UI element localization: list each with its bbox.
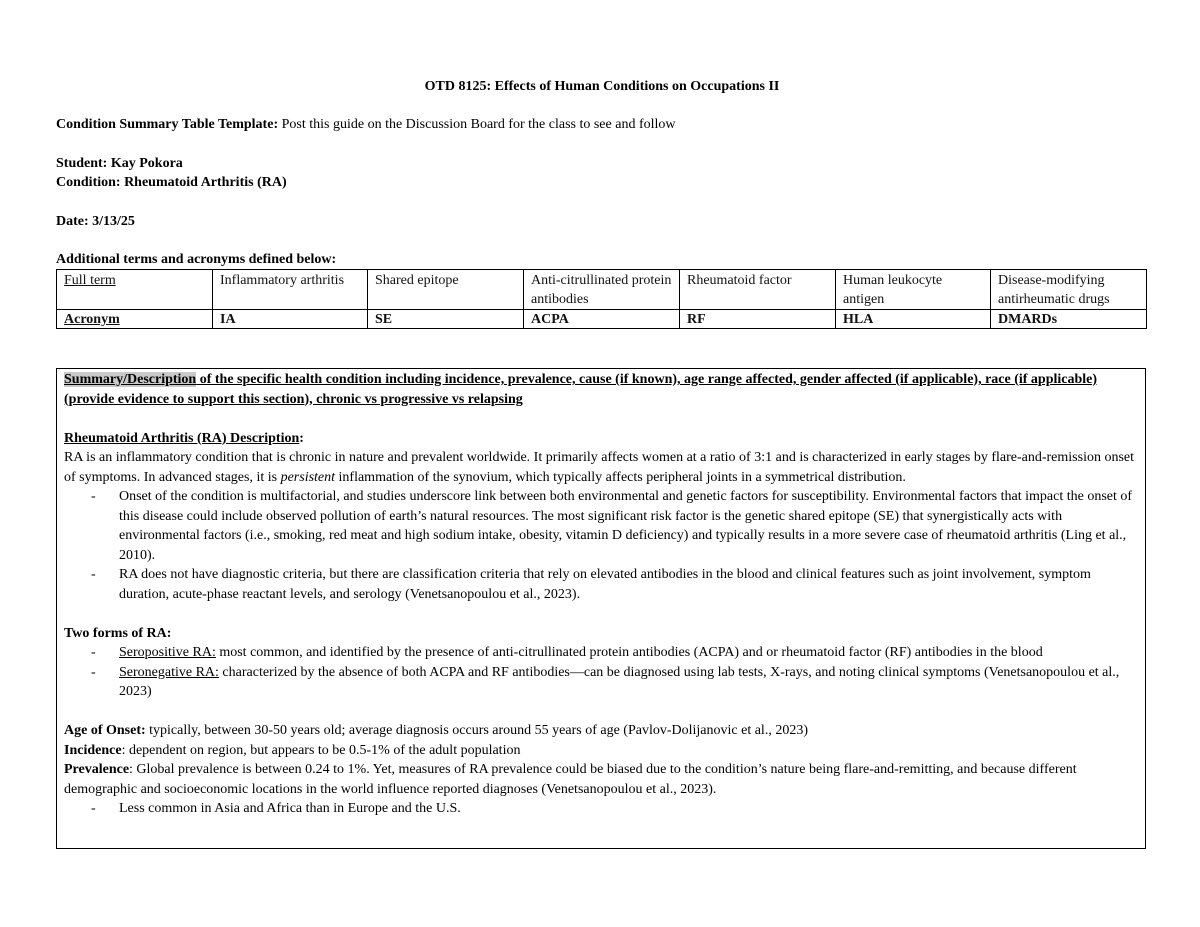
condition-name: Condition: Rheumatoid Arthritis (RA) bbox=[56, 175, 287, 190]
term-cell: Rheumatoid factor bbox=[680, 270, 836, 310]
incidence-text: : dependent on region, but appears to be 0.5-1% of the adult population bbox=[121, 742, 521, 758]
template-line bbox=[56, 116, 676, 134]
terms-row-full bbox=[57, 270, 1147, 310]
summary-heading-rest: of the specific health condition including incidence, prevalence, cause (if known), age range affected, gender affected (if applicable), race (if applicable) (provide evidence to support this section), chronic vs progressive vs relapsing bbox=[64, 372, 1098, 407]
list-item bbox=[64, 663, 1140, 702]
ra-description-paragraph bbox=[64, 448, 1140, 487]
acronym-cell: HLA bbox=[836, 310, 991, 329]
list-item: - Less common in Asia and Africa than in Europe and the U.S. bbox=[64, 799, 1140, 819]
two-forms-heading: Two forms of RA: bbox=[64, 625, 172, 641]
forms-bullet-list bbox=[64, 643, 1140, 702]
term-cell: Inflammatory arthritis bbox=[213, 270, 368, 310]
ra-heading-text: Rheumatoid Arthritis (RA) Description bbox=[64, 430, 300, 446]
age-of-onset bbox=[64, 721, 1140, 741]
form-text: characterized by the absence of both ACPA and RF antibodies—can be diagnosed using lab tests, X-rays, and noting clinical symptoms (Venetsanopoulou et al., 2023) bbox=[119, 664, 1120, 699]
list-item: - Onset of the condition is multifactorial, and studies underscore link between both environmental and genetic factors for susceptibility. Environmental factors that impact the onset of this disease could include observed pollution of earth’s natural resources. The most significant risk factor is the genetic shared epitope (SE) that synergistically acts with environmental factors (i.e., smoking, red meat and high sodium intake, obesity, vitamin D deficiency) and typically results in a more severe case of rheumatoid arthritis (Ling et al., 2010). bbox=[64, 487, 1140, 565]
summary-content bbox=[64, 370, 1140, 819]
summary-box bbox=[56, 368, 1146, 849]
acronym-cell: RF bbox=[680, 310, 836, 329]
term-cell: Anti-citrullinated protein antibodies bbox=[524, 270, 680, 310]
ra-para-start: RA is an inflammatory condition that is chronic in nature and prevalent worldwide. It primarily affects women at a ratio of 3:1 and is characterized in early stages by flare-and-remission onset of symptoms. In advanced stages, it is bbox=[64, 450, 1135, 485]
ra-description-heading bbox=[64, 429, 1140, 449]
terms-table bbox=[56, 269, 1147, 329]
ra-para-italic: persistent bbox=[280, 469, 336, 485]
term-cell: Human leukocyte antigen bbox=[836, 270, 991, 310]
prevalence bbox=[64, 760, 1140, 799]
acronym-cell: SE bbox=[368, 310, 524, 329]
form-name: Seronegative RA: bbox=[119, 664, 219, 680]
template-label: Condition Summary Table Template: bbox=[56, 117, 279, 132]
course-title: OTD 8125: Effects of Human Conditions on Occupations II bbox=[424, 79, 780, 94]
list-item: - RA does not have diagnostic criteria, but there are classification criteria that rely on elevated antibodies in the blood and clinical features such as joint involvement, symptom duration, acute-phase reactant levels, and serology (Venetsanopoulou et al., 2023). bbox=[64, 565, 1140, 604]
age-label: Age of Onset: bbox=[64, 723, 146, 738]
acronym-cell: DMARDs bbox=[991, 310, 1147, 329]
prevalence-bullet-list bbox=[64, 799, 1140, 819]
ra-heading-colon: : bbox=[299, 430, 304, 446]
form-text: most common, and identified by the presence of anti-citrullinated protein antibodies (ACPA) and or rheumatoid factor (RF) antibodies in the blood bbox=[215, 645, 1043, 660]
ra-para-end: inflammation of the synovium, which typically affects peripheral joints in a symmetrical distribution. bbox=[335, 469, 906, 485]
acronym-cell: ACPA bbox=[524, 310, 680, 329]
template-instruction: Post this guide on the Discussion Board for the class to see and follow bbox=[278, 117, 676, 132]
term-cell: Shared epitope bbox=[368, 270, 524, 310]
list-item bbox=[64, 643, 1140, 663]
form-name: Seropositive RA: bbox=[119, 645, 216, 660]
prevalence-text: : Global prevalence is between 0.24 to 1%. Yet, measures of RA prevalence could be biased due to the condition’s nature being flare-and-remitting, and because different demographic and socioeconomic locations in the world influence reported diagnoses (Venetsanopoulou et al., 2023). bbox=[64, 762, 1077, 797]
full-term-label: Full term bbox=[57, 270, 213, 310]
acronym-cell: IA bbox=[213, 310, 368, 329]
terms-heading: Additional terms and acronyms defined below: bbox=[56, 252, 337, 267]
incidence bbox=[64, 741, 1140, 761]
summary-heading-highlight: Summary/Description bbox=[64, 372, 197, 387]
prevalence-label: Prevalence bbox=[64, 762, 130, 777]
cause-bullet-list bbox=[64, 487, 1140, 604]
document-date: Date: 3/13/25 bbox=[56, 214, 135, 229]
acronym-label: Acronym bbox=[57, 310, 213, 329]
student-name: Student: Kay Pokora bbox=[56, 156, 183, 171]
term-cell: Disease-modifying antirheumatic drugs bbox=[991, 270, 1147, 310]
incidence-label: Incidence bbox=[64, 742, 122, 758]
terms-row-acronym bbox=[57, 310, 1147, 329]
summary-heading bbox=[64, 370, 1140, 409]
age-text: typically, between 30-50 years old; average diagnosis occurs around 55 years of age (Pavlov-Dolijanovic et al., 2023) bbox=[145, 723, 808, 738]
